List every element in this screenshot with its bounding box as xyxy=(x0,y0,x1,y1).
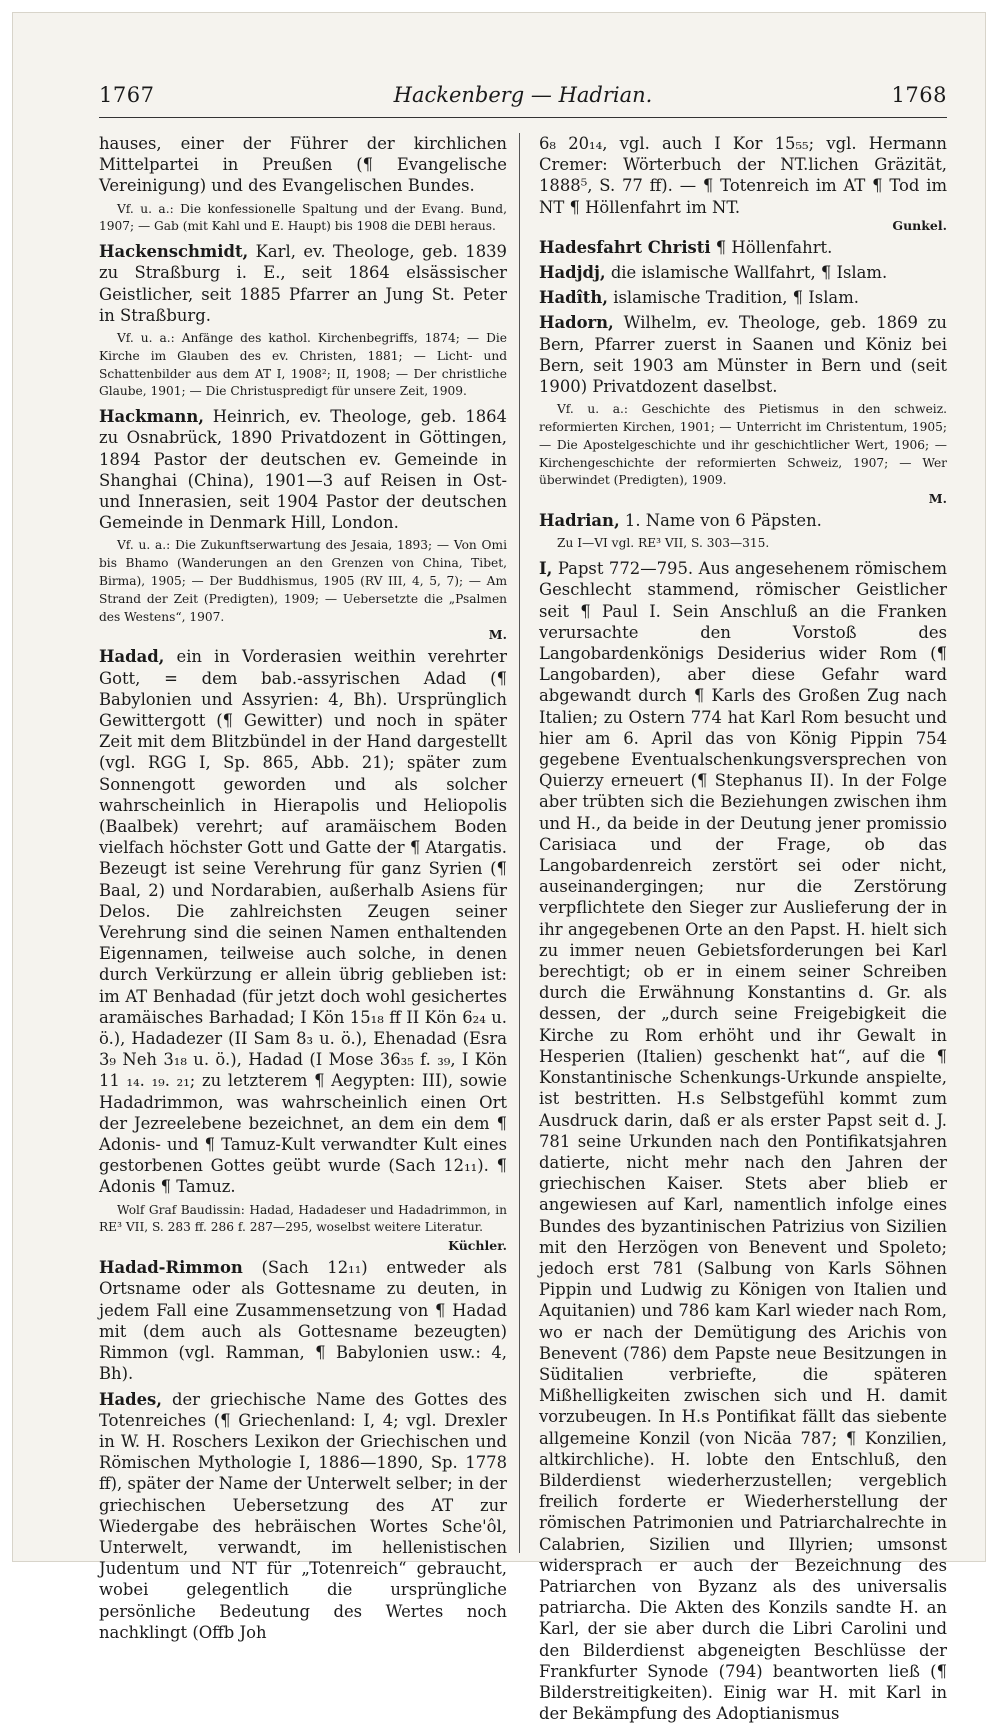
dictionary-entry xyxy=(539,510,947,531)
entry-headword: Hackenschmidt, xyxy=(99,242,249,262)
entry-body: Heinrich, ev. Theologe, geb. 1864 zu Osnabrück, 1890 Privatdozent in Göttingen, 1894 Pastor der deutschen ev. Gemeinde in Shanghai (China), 1901—3 auf Reisen in Ost- und Innerasien, seit 1904 Pastor der deutschen Gemeinde in Denmark Hill, London. xyxy=(99,407,507,533)
entry-headword: Hadîth, xyxy=(539,288,608,308)
dictionary-entry xyxy=(99,646,507,1197)
author-signature: Gunkel. xyxy=(892,217,947,233)
bibliography-note: Vf. u. a.: Die Zukunftserwartung des Jesaia, 1893; — Von Omi bis Bhamo (Wanderungen an den Grenzen von China, Tibet, Birma), 1905; — Der Buddhismus, 1905 (RV III, 4, 5, 7); — Am Strand der Zeit (Predigten), 1909; — Uebersetzte die „Psalmen des Westens“, 1907. xyxy=(99,538,507,624)
entry-body: Wilhelm, ev. Theologe, geb. 1869 zu Bern, Pfarrer zuerst in Saanen und Köniz bei Bern, seit 1903 am Münster in Bern und (seit 1900) Privatdozent daselbst. xyxy=(539,313,947,397)
entry-headword: Hadjdj, xyxy=(539,263,606,283)
book-page xyxy=(12,12,986,1724)
right-column xyxy=(539,133,947,1724)
entry-body: islamische Tradition, ¶ Islam. xyxy=(608,288,859,308)
dictionary-entry xyxy=(539,558,947,1724)
continued-text: hauses, einer der Führer der kirchlichen Mittelpartei in Preußen (¶ Evangelische Vereinigung) und des Evangelischen Bundes. xyxy=(99,134,507,196)
dictionary-entry xyxy=(539,262,947,283)
entry-headword: Hackmann, xyxy=(99,407,204,427)
running-title: Hackenberg — Hadrian. xyxy=(393,83,653,107)
entry-headword: Hadad-Rimmon xyxy=(99,1258,243,1278)
entry-body: ¶ Höllenfahrt. xyxy=(710,237,833,257)
dictionary-entry xyxy=(539,312,947,397)
dictionary-entry xyxy=(99,1257,507,1384)
author-signature: Küchler. xyxy=(448,1238,507,1254)
page-number-left: 1767 xyxy=(99,83,155,107)
page-number-right: 1768 xyxy=(891,83,947,107)
author-signature: M. xyxy=(928,491,947,507)
entry-body: der griechische Name des Gottes des Totenreiches (¶ Griechenland: I, 4; vgl. Drexler in W. H. Roschers Lexikon der Griechischen und Römischen Mythologie I, 1886—1890, Sp. 1778 ff), später der Name der Unterwelt selber; in der griechischen Uebersetzung des AT zur Wiedergabe des hebräischen Wortes Sche'ôl, Unterwelt, verwandt, im hellenistischen Judentum und NT für „Totenreich“ gebraucht, wobei gelegentlich die ursprüngliche persönliche Bedeutung des Wertes noch nachklingt (Offb Joh xyxy=(99,1389,507,1642)
bibliography-note: Vf. u. a.: Die konfessionelle Spaltung und der Evang. Bund, 1907; — Gab (mit Kahl und E. Haupt) bis 1908 die DEBl heraus. xyxy=(99,201,507,234)
left-column xyxy=(99,133,507,1642)
dictionary-entry xyxy=(539,287,947,308)
entry-headword: Hadrian, xyxy=(539,511,620,531)
bibliography-note: Wolf Graf Baudissin: Hadad, Hadadeser und Hadadrimmon, in RE³ VII, S. 283 ff. 286 f. 287—295, woselbst weitere Literatur. xyxy=(99,1202,507,1235)
entry-body: ein in Vorderasien weithin verehrter Gott, = dem bab.-assyrischen Adad (¶ Babylonien und Assyrien: 4, Bh). Ursprünglich Gewittergott (¶ Gewitter) und noch in später Zeit mit dem Blitzbündel in der Hand dargestellt (vgl. RGG I, Sp. 865, Abb. 21); später zum Sonnengott geworden und als solcher wahrscheinlich in Hierapolis und Heliopolis (Baalbek) verehrt; auf aramäischem Boden vielfach höchster Gott und Gatte der ¶ Atargatis. Bezeugt ist seine Verehrung für ganz Syrien (¶ Baal, 2) und Nordarabien, außerhalb Asiens für Delos. Die zahlreichsten Zeugen seiner Verehrung sind die seinen Namen enthaltenden Eigennamen, teilweise auch solche, in denen durch Verkürzung er allein übrig geblieben ist: im AT Benhadad (für jetzt doch wohl gesichertes aramäisches Barhadad; I Kön 15₁₈ ff II Kön 6₂₄ u. ö.), Hadadezer (II Sam 8₃ u. ö.), Ehenadad (Esra 3₉ Neh 3₁₈ u. ö.), Hadad (I Mose 36₃₅ f. ₃₉, I Kön 11 ₁₄. ₁₉. ₂₁; zu letzterem ¶ Aegypten: III), sowie Hadadrimmon, was wahrscheinlich einen Ort der Jezreelebene bezeichnet, an dem ein dem ¶ Adonis- und ¶ Tamuz-Kult verwandter Kult eines gestorbenen Gottes geübt wurde (Sach 12₁₁). ¶ Adonis ¶ Tamuz. xyxy=(99,647,507,1197)
entry-headword: Hadorn, xyxy=(539,313,614,333)
entry-body: 1. Name von 6 Päpsten. xyxy=(619,511,822,531)
entry-body: (Sach 12₁₁) entweder als Ortsname oder als Gottesname zu deuten, in jedem Fall eine Zusammensetzung von ¶ Hadad mit (dem auch als Gottesname bezeugten) Rimmon (vgl. Ramman, ¶ Babylonien usw.: 4, Bh). xyxy=(99,1258,507,1384)
entry-body: Karl, ev. Theologe, geb. 1839 zu Straßburg i. E., seit 1864 elsässischer Geistlicher, seit 1885 Pfarrer an Jung St. Peter in Straßburg. xyxy=(99,242,507,325)
bibliography-note: Vf. u. a.: Anfänge des kathol. Kirchenbegriffs, 1874; — Die Kirche im Glauben des ev. Christen, 1881; — Licht- und Schattenbilder aus dem AT I, 1908²; II, 1908; — Der christliche Glaube, 1901; — Die Christuspredigt für unsere Zeit, 1909. xyxy=(99,331,507,399)
dictionary-entry xyxy=(99,406,507,533)
entry-headword: I, xyxy=(539,559,553,579)
entry-headword: Hadad, xyxy=(99,647,165,667)
entry-body: Papst 772—795. Aus angesehenem römischem Geschlecht stammend, römischer Geistlicher seit ¶ Paul I. Sein Anschluß an die Franken verursachte den Vorstoß des Langobardenkönigs Desiderius wider Rom (¶ Langobarden), aber diese Gefahr ward abgewandt durch ¶ Karls des Großen Zug nach Italien; zu Ostern 774 hat Karl Rom besucht und hier am 6. April das von König Pippin 754 gegebene Eventualschenkungsversprechen von Quierzy erneuert (¶ Stephanus II). In der Folge aber trübten sich die Beziehungen zwischen ihm und H., da beide in der Deutung jener promissio Carisiaca und der Frage, ob das Langobardenreich zerstört sei oder nicht, auseinandergingen; nur die Zerstörung verpflichtete den Sieger zur Auslieferung der in ihr angegebenen Orte an den Papst. H. hielt sich zu immer neuen Gebietsforderungen bei Karl berechtigt; ob er in einem seiner Schreiben durch die Erwähnung Konstantins d. Gr. als dessen, der „durch seine Freigebigkeit die Kirche zu Rom erhöht und ihr Gewalt in Hesperien (Italien) geschenkt hat“, auf die ¶ Konstantinische Schenkungs-Urkunde anspielte, ist bestritten. H.s Selbstgefühl kommt zum Ausdruck darin, daß er als erster Papst seit d. J. 781 seine Urkunden nach den Pontifikatsjahren datierte, nicht mehr nach den Jahren der griechischen Kaiser. Stets aber blieb er angewiesen auf Karl, namentlich infolge eines Bundes des byzantinischen Patrizius von Sizilien mit den Herzögen von Benevent und Spoleto; jedoch erst 781 (Salbung von Karls Söhnen Pippin und Ludwig zu Königen von Italien und Aquitanien) und 786 kam Karl wieder nach Rom, wo er nach der Demütigung des Arichis von Benevent (786) dem Papste neue Besitzungen in Süditalien verbriefte, die späteren Mißhelligkeiten zwischen sich und H. damit vorzubeugen. In H.s Pontifikat fällt das siebente allgemeine Konzil (von Nicäa 787; ¶ Konzilien, altkirchliche). H. lobte den Entschluß, den Bilderdienst wiederherzustellen; vergeblich freilich forderte er Wiederherstellung der römischen Patrimonien und Patriarchalrechte in Calabrien, Sizilien und Illyrien; umsonst widersprach er auch der Bezeichnung des Patriarchen von Byzanz als des universalis patriarcha. Die Akten des Konzils sandte H. an Karl, der sie aber durch die Libri Carolini und den Bilderdienst abgeneigten Beschlüsse der Frankfurter Synode (794) beantworten ließ (¶ Bilderstreitigkeiten). Einig war H. mit Karl in der Bekämpfung des Adoptianismus xyxy=(539,559,947,1724)
continued-text: 6₈ 20₁₄, vgl. auch I Kor 15₅₅; vgl. Hermann Cremer: Wörterbuch der NT.lichen Gräzität, 1888⁵, S. 77 ff). — ¶ Totenreich im AT ¶ Tod im NT ¶ Höllenfahrt im NT. xyxy=(539,134,947,217)
entry-body: die islamische Wallfahrt, ¶ Islam. xyxy=(605,263,888,283)
entry-headword: Hades, xyxy=(99,1389,162,1409)
page-header xyxy=(99,81,947,118)
bibliography-note: Zu I—VI vgl. RE³ VII, S. 303—315. xyxy=(557,536,770,551)
entry-headword: Hadesfahrt Christi xyxy=(539,237,711,257)
dictionary-entry xyxy=(539,237,947,258)
author-signature: M. xyxy=(488,627,507,643)
dictionary-entry xyxy=(99,241,507,326)
dictionary-entry xyxy=(99,1389,507,1643)
bibliography-note: Vf. u. a.: Geschichte des Pietismus in den schweiz. reformierten Kirchen, 1901; — Unterricht im Christentum, 1905; — Die Apostelgeschichte und ihr geschichtlicher Wert, 1906; — Kirchengeschichte der reformierten Schweiz, 1907; — Wer überwindet (Predigten), 1909. xyxy=(539,402,947,488)
column-divider xyxy=(519,133,520,1553)
